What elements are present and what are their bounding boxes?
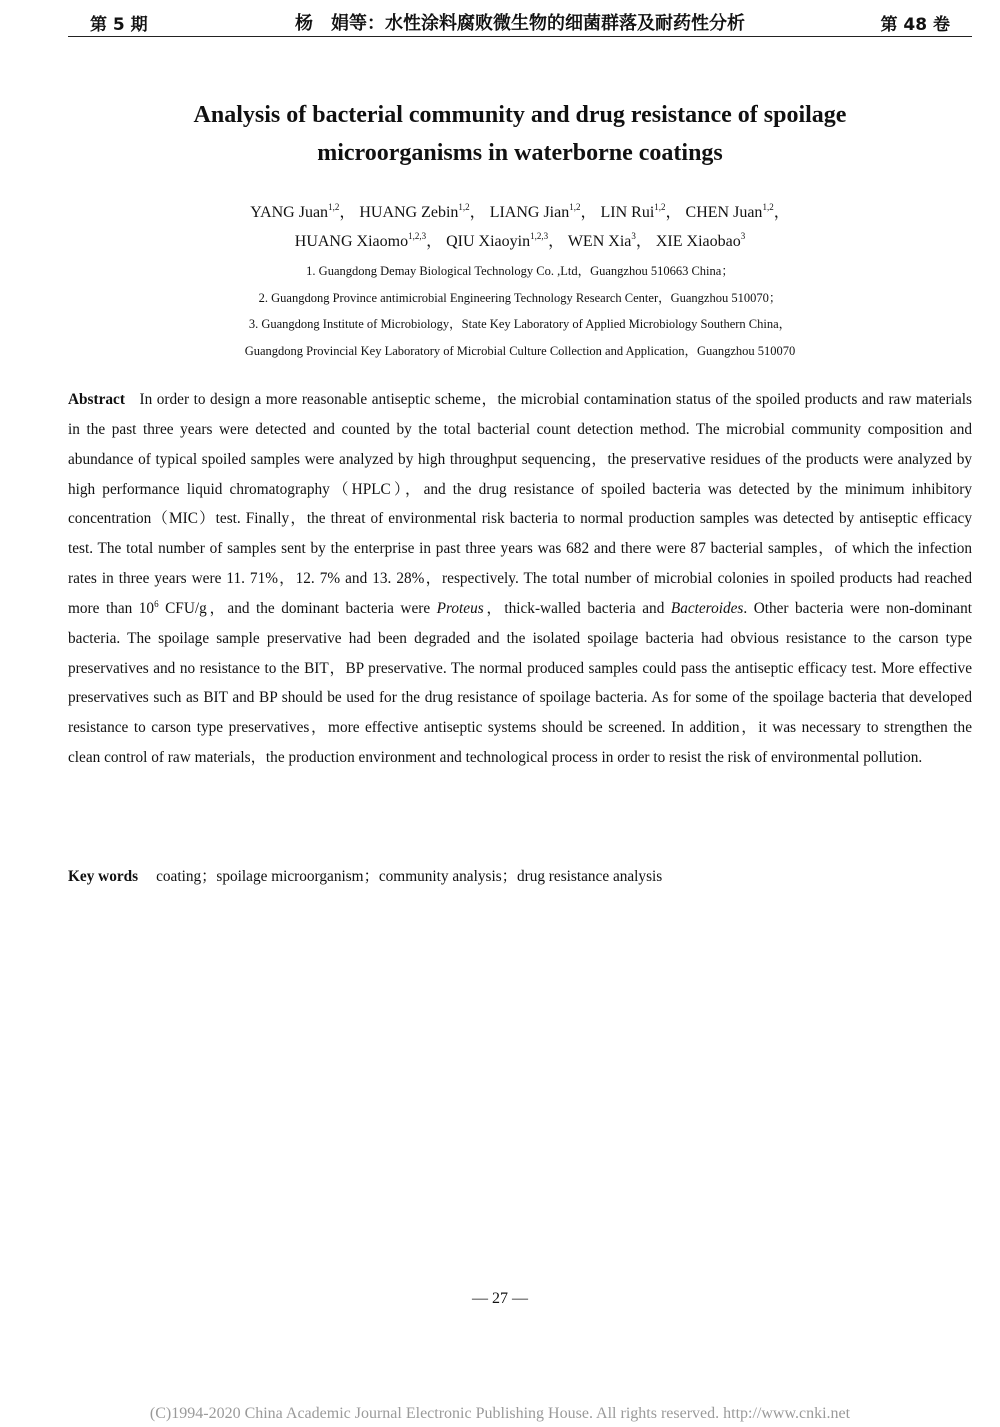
affiliation: 3. Guangdong Institute of Microbiology，State Key Laboratory of Applied Microbiology Southern China，: [248, 317, 792, 331]
author-separator: ，: [580, 204, 597, 221]
affiliation-list: [100, 258, 940, 364]
affiliation: 2. Guangdong Province antimicrobial Engineering Technology Research Center，Guangzhou 510070；: [258, 290, 782, 305]
copyright-footer: (C)1994-2020 China Academic Journal Electronic Publishing House. All rights reserved. http://www.cnki.net: [149, 1405, 851, 1422]
author-affiliation-mark: 1,2: [458, 202, 470, 212]
author-line-1: [100, 198, 940, 227]
author-affiliation-mark: 3: [740, 231, 746, 241]
author-affiliation-mark: 1,2,3: [530, 231, 549, 241]
author-affiliation-mark: 1,2,3: [408, 231, 427, 241]
genus-name: Proteus: [436, 599, 484, 617]
keywords: [68, 864, 972, 890]
affiliation: Guangdong Provincial Key Laboratory of Microbial Culture Collection and Application，Guangzhou 510070: [244, 343, 796, 358]
author-name: HUANG Xiaomo: [294, 233, 409, 250]
keywords-label: Key words: [68, 868, 139, 885]
author-name: LIANG Jian: [489, 204, 570, 221]
author-line-2: [100, 227, 940, 256]
genus-name: Bacteroides: [670, 599, 744, 617]
abstract-label: Abstract: [68, 391, 125, 408]
author-name: XIE Xiaobao: [655, 233, 741, 250]
author-name: WEN Xia: [567, 233, 632, 250]
author-list: [100, 198, 940, 256]
issue-number: 第 5 期: [90, 15, 148, 35]
author-affiliation-mark: 1,2: [762, 202, 774, 212]
author-name: HUANG Zebin: [359, 204, 459, 221]
running-title: 杨 娟等：水性涂料腐败微生物的细菌群落及耐药性分析: [295, 13, 745, 34]
author-separator: ，: [548, 233, 565, 250]
keywords-text: coating；spoilage microorganism；community analysis；drug resistance analysis: [156, 868, 663, 885]
abstract: [68, 385, 972, 773]
paper-title: [100, 96, 940, 172]
volume-number: 第 48 卷: [880, 15, 950, 35]
title-line-2: microorganisms in waterborne coatings: [317, 140, 723, 166]
title-line-1: Analysis of bacterial community and drug resistance of spoilage: [193, 102, 847, 128]
author-affiliation-mark: 3: [631, 231, 636, 241]
abstract-exponent: 6: [154, 598, 159, 609]
author-name: YANG Juan: [250, 204, 329, 221]
author-separator: ，: [773, 204, 790, 221]
author-name: CHEN Juan: [685, 204, 763, 221]
abstract-text: ，thick-walled bacteria and: [483, 599, 671, 617]
affiliation: 1. Guangdong Demay Biological Technology Co. ,Ltd，Guangzhou 510663 China；: [306, 264, 734, 278]
author-name: QIU Xiaoyin: [446, 233, 531, 250]
author-separator: ，: [469, 204, 486, 221]
author-name: LIN Rui: [600, 204, 655, 221]
author-affiliation-mark: 1,2: [328, 202, 340, 212]
running-header: [68, 8, 972, 37]
author-separator: ，: [426, 233, 443, 250]
page-number: — 27 —: [472, 1290, 528, 1307]
abstract-text: In order to design a more reasonable antiseptic scheme，the microbial contamination status of the spoiled products and raw materials in the past three years were detected and counted by the total bacterial count detection method. The microbial community composition and abundance of typical spoiled samples were analyzed by high throughput sequencing，the preservative residues of the products were analyzed by high performance liquid chromatography（HPLC），and the drug resistance of spoiled bacteria was detected by the minimum inhibitory concentration（MIC）test. Finally，the threat of environmental risk bacteria to normal production samples was detected by antiseptic efficacy test. The total number of samples sent by the enterprise in past three years was 682 and there were 87 bacterial samples，of which the infection rates in three years were 11. 71%，12. 7% and 13. 28%，respectively. The total number of microbial colonies in spoiled products had reached more than 10: [68, 391, 972, 617]
author-separator: ，: [665, 204, 682, 221]
author-affiliation-mark: 1,2: [569, 202, 581, 212]
author-affiliation-mark: 1,2: [654, 202, 666, 212]
author-separator: ，: [339, 204, 356, 221]
author-separator: ，: [635, 233, 652, 250]
abstract-text: . Other bacteria were non-dominant bacteria. The spoilage sample preservative had been degraded and the isolated spoilage bacteria had obvious resistance to the carson type preservatives and no resistance to the BIT，BP preservative. The normal produced samples could pass the antiseptic efficacy test. More effective preservatives such as BIT and BP should be used for the drug resistance of spoilage bacteria. As for some of the spoilage bacteria that developed resistance to carson type preservatives，more effective antiseptic systems should be screened. In addition，it was necessary to strengthen the clean control of raw materials，the production environment and technological process in order to resist the risk of environmental pollution.: [68, 599, 972, 767]
abstract-text: CFU/g，and the dominant bacteria were: [158, 599, 437, 617]
